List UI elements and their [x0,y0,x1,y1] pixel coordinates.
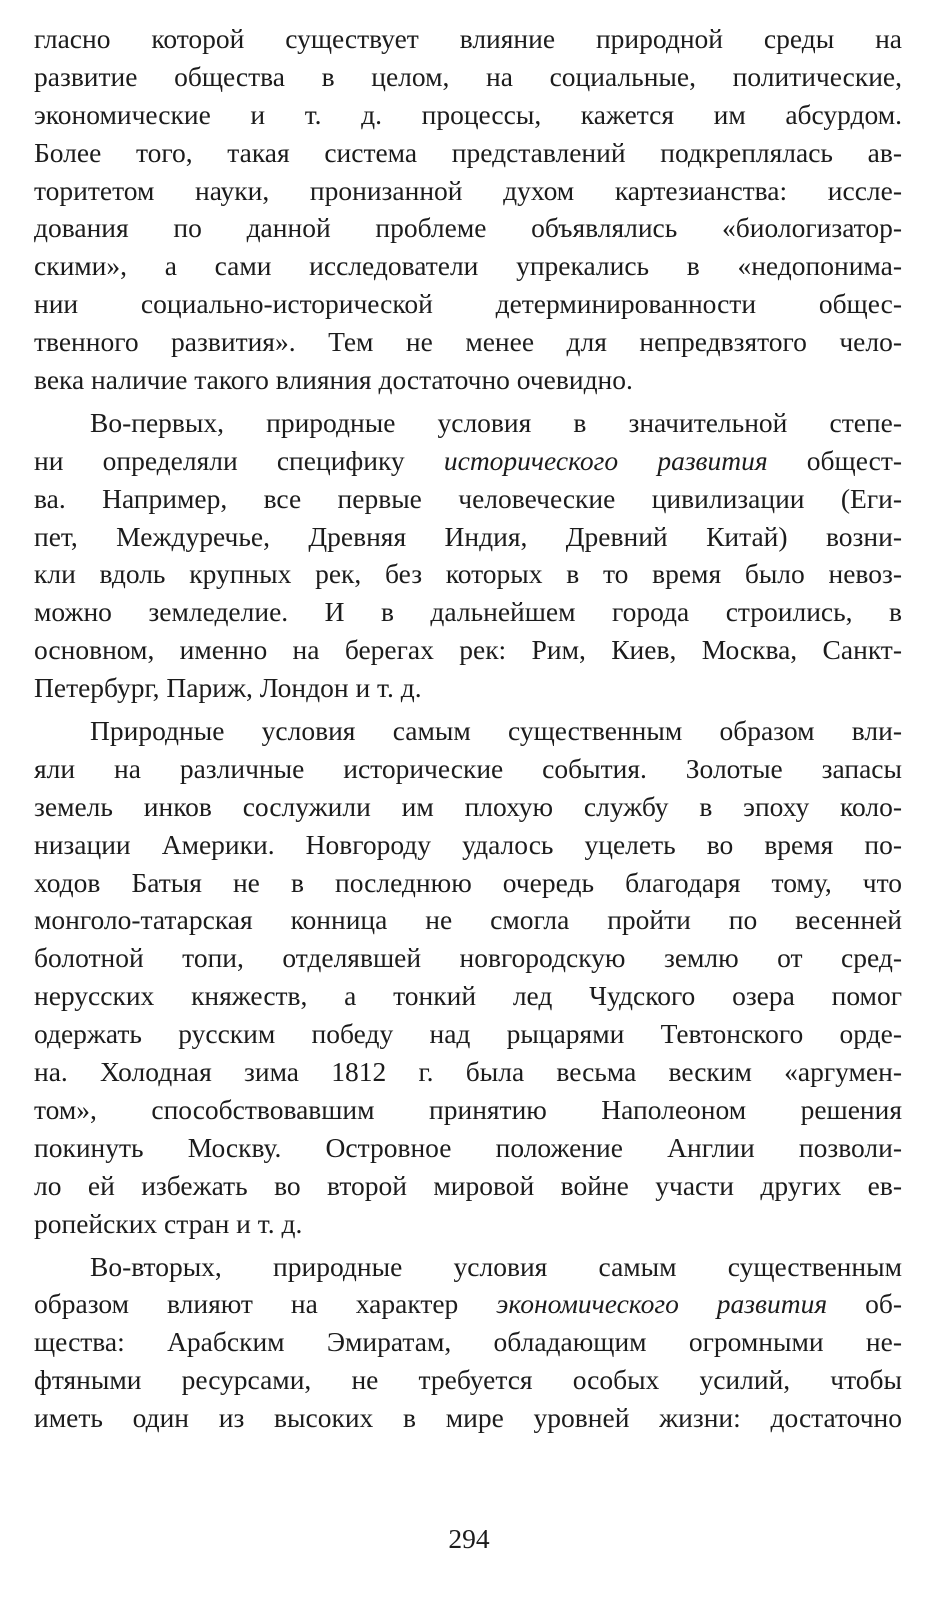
text-line [34,750,902,788]
text-run: на. Холодная зима 1812 г. была весьма веским «аргумен- [34,1056,902,1088]
text-line [34,361,902,399]
text-line [34,96,902,134]
text-line [34,134,902,172]
text-line [34,788,902,826]
text-line [34,1285,902,1323]
paragraph [34,1248,902,1437]
text-line [34,864,902,902]
text-run: дования по данной проблеме объявлялись «биологизатор- [34,212,902,244]
text-line [34,285,902,323]
text-run: щества: Арабским Эмиратам, обладающим огромными не- [34,1326,902,1358]
text-run: об- [827,1288,902,1320]
text-run: том», способствовавшим принятию Наполеоном решения [34,1093,902,1125]
text-line [34,1167,902,1205]
text-line [34,712,902,750]
text-line [34,209,902,247]
text-run: можно земледелие. И в дальнейшем города строились, в [34,596,902,628]
text-line [34,1248,902,1286]
text-line [34,1015,902,1053]
text-run: пет, Междуречье, Древняя Индия, Древний Китай) возни- [34,520,902,552]
text-line [34,518,902,556]
paragraph [34,20,902,399]
text-line [34,826,902,864]
text-run: яли на различные исторические события. Золотые запасы [34,752,902,784]
text-run: ва. Например, все первые человеческие цивилизации (Еги- [34,482,902,514]
text-line [34,442,902,480]
text-run: экономические и т. д. процессы, кажется им абсурдом. [34,98,902,130]
text-line [34,172,902,210]
text-run: общест- [767,444,902,476]
body-text [34,20,902,1437]
text-line [34,323,902,361]
page-number: 294 [448,1523,490,1554]
text-run: фтяными ресурсами, не требуется особых усилий, чтобы [34,1364,902,1396]
text-line [34,480,902,518]
paragraph [34,404,902,707]
italic-phrase: экономического развития [496,1288,828,1320]
text-run: одержать русским победу над рыцарями Тевтонского орде- [34,1018,902,1050]
text-line [34,669,902,707]
text-line [34,20,902,58]
text-run: ропейских стран и т. д. [34,1207,303,1239]
text-line [34,939,902,977]
text-run: развитие общества в целом, на социальные, политические, [34,60,902,92]
text-line [34,58,902,96]
text-line [34,1091,902,1129]
text-run: образом влияют на характер [34,1288,497,1320]
text-run: твенного развития». Тем не менее для непредвзятого чело- [34,326,902,358]
text-run: ходов Батыя не в последнюю очередь благодаря тому, что [34,866,902,898]
text-line [34,593,902,631]
text-run: земель инков сослужили им плохую службу в эпоху коло- [34,790,902,822]
text-line [34,1399,902,1437]
text-line [34,1361,902,1399]
text-line [34,1323,902,1361]
text-line [34,901,902,939]
text-run: Более того, такая система представлений подкреплялась ав- [34,136,902,168]
text-run: торитетом науки, пронизанной духом картезианства: иссле- [34,174,902,206]
text-run: века наличие такого влияния достаточно очевидно. [34,364,633,396]
text-run: иметь один из высоких в мире уровней жизни: достаточно [34,1402,902,1434]
text-run: Во-первых, природные условия в значительной степе- [90,406,902,438]
text-line [34,631,902,669]
text-run: нерусских княжеств, а тонкий лед Чудского озера помог [34,980,902,1012]
text-run: низации Америки. Новгороду удалось уцелеть во время по- [34,828,902,860]
text-line [34,555,902,593]
text-line [34,1053,902,1091]
text-run: покинуть Москву. Островное положение Англии позволи- [34,1131,902,1163]
text-run: болотной топи, отделявшей новгородскую землю от сред- [34,942,902,974]
text-run: Природные условия самым существенным образом вли- [90,715,902,747]
italic-phrase: исторического развития [443,444,768,476]
text-line [34,247,902,285]
text-run: скими», а сами исследователи упрекались в «недопонима- [34,250,902,282]
text-run: ни определяли специфику [34,444,444,476]
text-line [34,977,902,1015]
text-run: ло ей избежать во второй мировой войне участи других ев- [34,1169,902,1201]
text-run: Петербург, Париж, Лондон и т. д. [34,672,422,704]
book-page [34,20,902,1580]
text-run: основном, именно на берегах рек: Рим, Киев, Москва, Санкт- [34,634,902,666]
text-line [34,1129,902,1167]
text-run: монголо-татарская конница не смогла пройти по весенней [34,904,902,936]
text-run: гласно которой существует влияние природной среды на [34,23,902,54]
text-run: кли вдоль крупных рек, без которых в то время было невоз- [34,558,902,590]
text-line [34,1205,902,1243]
paragraph [34,712,902,1242]
text-run: Во-вторых, природные условия самым существенным [90,1250,902,1282]
text-run: нии социально-исторической детерминированности общес- [34,288,902,320]
text-line [34,404,902,442]
